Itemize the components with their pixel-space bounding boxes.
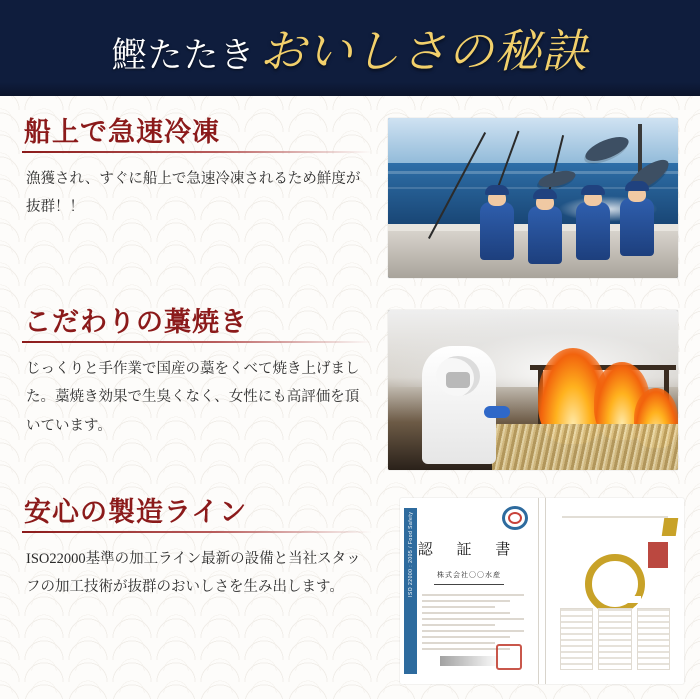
g-mark-icon — [585, 554, 645, 614]
certification-logo-icon — [502, 506, 528, 530]
table-column — [560, 608, 593, 670]
certificate-company: 株式会社〇〇水産 — [437, 571, 501, 579]
certificate-company-rule — [434, 584, 504, 585]
straw-bundle — [492, 424, 678, 470]
section-2-text — [22, 300, 372, 440]
fishing-boat-photo — [388, 118, 678, 278]
boat-scene — [388, 118, 678, 278]
document-table — [560, 608, 670, 670]
section-2-divider — [22, 341, 372, 343]
straw-grilling-photo — [388, 310, 678, 470]
section-1-heading: 船上で急速冷凍 — [24, 117, 220, 147]
section-2-body: じっくりと手作業で国産の藁をくべて焼き上げました。藁焼き効果で生臭くなく、女性にも高評価を頂いています。 — [26, 361, 360, 434]
section-1-text — [22, 110, 372, 222]
page-header — [0, 0, 700, 96]
certificate-side-text: ISO 22000 : 2005 / Food Safety — [408, 511, 414, 597]
blue-glove — [484, 406, 510, 418]
sky — [388, 118, 678, 166]
table-column — [637, 608, 670, 670]
certificate-document-right — [546, 498, 684, 684]
fisherman — [576, 202, 610, 260]
section-2-heading: こだわりの藁焼き — [24, 307, 248, 337]
worker — [422, 346, 496, 464]
section-production-line — [0, 490, 700, 690]
section-3-heading: 安心の製造ライン — [24, 497, 248, 527]
section-1-divider — [22, 151, 372, 153]
certificate-photo — [400, 498, 684, 684]
fisherman — [620, 198, 654, 256]
grill-scene — [388, 310, 678, 470]
section-3-text — [22, 490, 372, 602]
document-header-rule — [562, 516, 668, 518]
g-mark-bar — [662, 518, 679, 536]
section-frozen-onboard — [0, 110, 700, 290]
page-title-plain: 鰹たたき — [111, 36, 256, 75]
certificate-title: 認 証 書 — [417, 542, 521, 558]
signature-mark — [440, 656, 500, 666]
section-3-body: ISO22000基準の加工ライン最新の設備と当社スタッフの加工技術が抜群のおいしさを生み出します。 — [26, 551, 361, 596]
fisherman — [480, 202, 514, 260]
certificate-side-band — [404, 508, 417, 674]
section-1-body: 漁獲され、すぐに船上で急速冷凍されるため鮮度が抜群！！ — [26, 171, 361, 216]
page-title-accent: おいしさの秘訣 — [259, 26, 589, 77]
certificate-document-left — [400, 498, 538, 684]
section-3-divider — [22, 531, 372, 533]
section-straw-grilled — [0, 300, 700, 485]
table-column — [598, 608, 631, 670]
page-title — [111, 15, 588, 81]
red-seal-icon — [496, 644, 522, 670]
fisherman — [528, 206, 562, 264]
red-stamp-icon — [648, 542, 668, 568]
